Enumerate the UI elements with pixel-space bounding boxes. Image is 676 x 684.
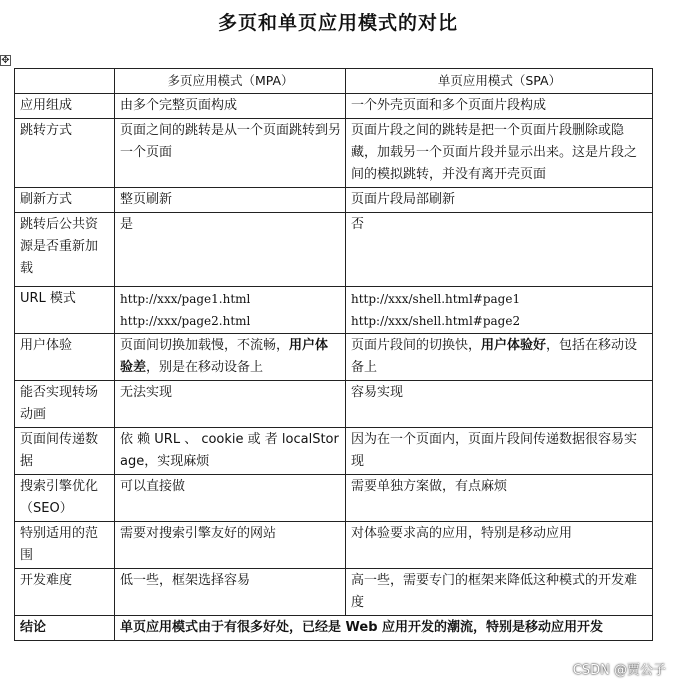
mpa-cell: 可以直接做: [115, 475, 346, 522]
table-header-row: [15, 69, 653, 94]
table-row: [15, 287, 653, 334]
spa-cell: 否: [346, 213, 653, 287]
header-cell-empty: [15, 69, 115, 94]
row-label: 用户体验: [15, 334, 115, 381]
mpa-cell: 无法实现: [115, 381, 346, 428]
mpa-cell: 是: [115, 213, 346, 287]
row-label: 跳转方式: [15, 119, 115, 188]
table-row: [15, 475, 653, 522]
spa-ux-bold: 用户体验好: [481, 338, 547, 353]
row-label: 页面间传递数据: [15, 428, 115, 475]
row-label: 搜索引擎优化（SEO）: [15, 475, 115, 522]
table-row: [15, 188, 653, 213]
spa-url-1: http://xxx/shell.html#page1: [351, 292, 521, 306]
table-move-handle-icon[interactable]: ✥: [1, 55, 10, 66]
comparison-table: [14, 68, 653, 641]
mpa-cell: [115, 287, 346, 334]
mpa-cell: 低一些，框架选择容易: [115, 569, 346, 616]
conclusion-row: [15, 616, 653, 641]
mpa-cell: 依 赖 URL 、 cookie 或 者 localStorage，实现麻烦: [115, 428, 346, 475]
spa-url-2: http://xxx/shell.html#page2: [351, 314, 521, 328]
row-label: URL 模式: [15, 287, 115, 334]
table-row: [15, 334, 653, 381]
table-row: [15, 428, 653, 475]
mpa-cell: [115, 334, 346, 381]
mpa-ux-bold: 用户体验差: [120, 338, 329, 375]
page-title: 多页和单页应用模式的对比: [217, 12, 458, 34]
mpa-cell: 由多个完整页面构成: [115, 94, 346, 119]
table-row: [15, 569, 653, 616]
row-label: 能否实现转场动画: [15, 381, 115, 428]
table-row: [15, 213, 653, 287]
spa-ux-text: 页面片段间的切换快，: [351, 338, 482, 353]
spa-cell: [346, 287, 653, 334]
table-row: [15, 522, 653, 569]
table-row: [15, 94, 653, 119]
row-label: 开发难度: [15, 569, 115, 616]
mpa-ux-text-end: ，别是在移动设备上: [146, 360, 264, 375]
spa-cell: 因为在一个页面内，页面片段间传递数据很容易实现: [346, 428, 653, 475]
spa-cell: 一个外壳页面和多个页面片段构成: [346, 94, 653, 119]
csdn-watermark: CSDN @贾公子: [572, 663, 666, 678]
row-label: 刷新方式: [15, 188, 115, 213]
row-label: 跳转后公共资源是否重新加载: [15, 213, 115, 287]
table-row: [15, 381, 653, 428]
conclusion-label: 结论: [15, 616, 115, 641]
mpa-ux-text: 页面间切换加载慢，不流畅，: [120, 338, 290, 353]
header-cell-mpa: 多页应用模式（MPA）: [115, 69, 346, 94]
mpa-cell: 整页刷新: [115, 188, 346, 213]
spa-cell: [346, 334, 653, 381]
mpa-url-2: http://xxx/page2.html: [120, 314, 251, 328]
mpa-cell: 页面之间的跳转是从一个页面跳转到另一个页面: [115, 119, 346, 188]
row-label: 应用组成: [15, 94, 115, 119]
table-row: [15, 119, 653, 188]
spa-cell: 需要单独方案做，有点麻烦: [346, 475, 653, 522]
spa-ux-text-end: ，包括在移动设备上: [351, 338, 638, 375]
mpa-url-1: http://xxx/page1.html: [120, 292, 251, 306]
row-label: 特别适用的范围: [15, 522, 115, 569]
header-cell-spa: 单页应用模式（SPA）: [346, 69, 653, 94]
conclusion-text: 单页应用模式由于有很多好处，已经是 Web 应用开发的潮流，特别是移动应用开发: [115, 616, 653, 641]
spa-cell: 高一些，需要专门的框架来降低这种模式的开发难度: [346, 569, 653, 616]
mpa-cell: 需要对搜索引擎友好的网站: [115, 522, 346, 569]
spa-cell: 页面片段局部刷新: [346, 188, 653, 213]
spa-cell: 页面片段之间的跳转是把一个页面片段删除或隐藏，加载另一个页面片段并显示出来。这是片段之间的模拟跳转，并没有离开壳页面: [346, 119, 653, 188]
spa-cell: 对体验要求高的应用，特别是移动应用: [346, 522, 653, 569]
spa-cell: 容易实现: [346, 381, 653, 428]
